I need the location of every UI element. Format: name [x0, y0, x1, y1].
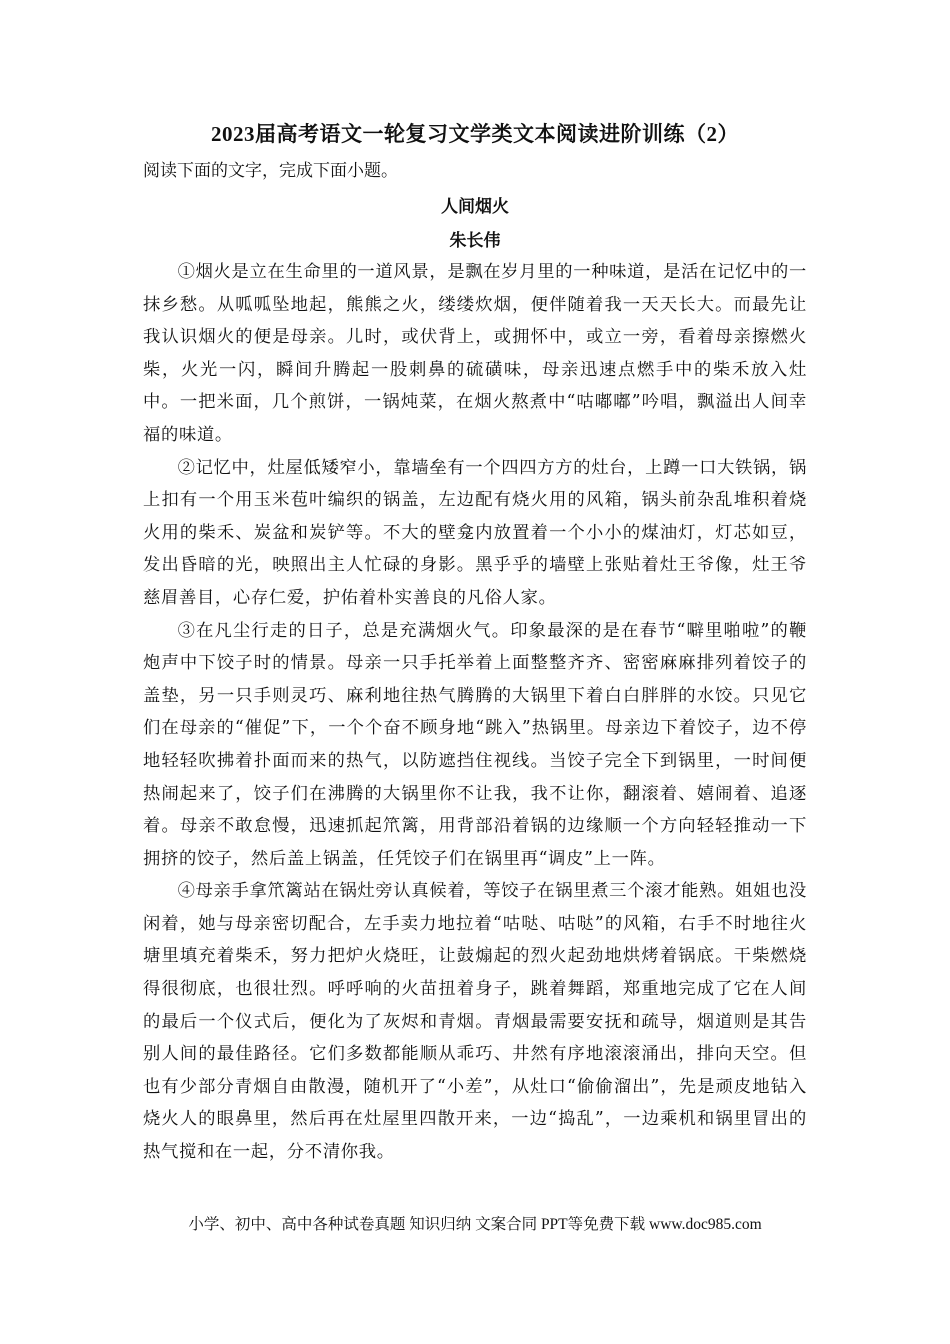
paragraph-3: ③在凡尘行走的日子，总是充满烟火气。印象最深的是在春节“噼里啪啦”的鞭炮声中下饺子时的情景。母亲一只手托举着上面整整齐齐、密密麻麻排列着饺子的盖垫，另一只手则灵巧、麻利地往热气腾腾的大锅里下着白白胖胖的水饺。只见它们在母亲的“催促”下，一个个奋不顾身地“跳入”热锅里。母亲边下着饺子，边不停地轻轻吹拂着扑面而来的热气，以防遮挡住视线。当饺子完全下到锅里，一时间便热闹起来了，饺子们在沸腾的大锅里你不让我，我不让你，翻滚着、嬉闹着、追逐着。母亲不敢怠慢，迅速抓起笊篱，用背部沿着锅的边缘顺一个方向轻轻推动一下拥挤的饺子，然后盖上锅盖，任凭饺子们在锅里再“调皮”上一阵。	[143, 620, 807, 869]
document-title: 2023届高考语文一轮复习文学类文本阅读进阶训练（2）	[211, 122, 739, 146]
page-footer: 小学、初中、高中各种试卷真题 知识归纳 文案合同 PPT等免费下载 www.doc985.com	[188, 1216, 762, 1233]
essay-author: 朱长伟	[449, 231, 501, 251]
essay-body	[143, 256, 807, 1169]
paragraph-2: ②记忆中，灶屋低矮窄小，靠墙垒有一个四四方方的灶台，上蹲一口大铁锅，锅上扣有一个用玉米苞叶编织的锅盖，左边配有烧火用的风箱，锅头前杂乱堆积着烧火用的柴禾、炭盆和炭铲等。不大的壁龛内放置着一个小小的煤油灯，灯芯如豆，发出昏暗的光，映照出主人忙碌的身影。黑乎乎的墙壁上张贴着灶王爷像，灶王爷慈眉善目，心存仁爱，护佑着朴实善良的凡俗人家。	[143, 457, 807, 608]
paragraph-1: ①烟火是立在生命里的一道风景，是飘在岁月里的一种味道，是活在记忆中的一抹乡愁。从呱呱坠地起，熊熊之火，缕缕炊烟，便伴随着我一天天长大。而最先让我认识烟火的便是母亲。儿时，或伏背上，或拥怀中，或立一旁，看着母亲擦燃火柴，火光一闪，瞬间升腾起一股刺鼻的硫磺味，母亲迅速点燃手中的柴禾放入灶中。一把米面，几个煎饼，一锅炖菜，在烟火熬煮中“咕嘟嘟”吟唱，飘溢出人间幸福的味道。	[143, 262, 807, 445]
essay-title: 人间烟火	[441, 197, 509, 217]
reading-instruction: 阅读下面的文字，完成下面小题。	[143, 161, 398, 181]
paragraph-4: ④母亲手拿笊篱站在锅灶旁认真候着，等饺子在锅里煮三个滚才能熟。姐姐也没闲着，她与母亲密切配合，左手卖力地拉着“咕哒、咕哒”的风箱，右手不时地往火塘里填充着柴禾，努力把炉火烧旺，让鼓煽起的烈火起劲地烘烤着锅底。干柴燃烧得很彻底，也很壮烈。呼呼响的火苗扭着身子，跳着舞蹈，郑重地完成了它在人间的最后一个仪式后，便化为了灰烬和青烟。青烟最需要安抚和疏导，烟道则是其告别人间的最佳路径。它们多数都能顺从乖巧、井然有序地滚滚涌出，排向天空。但也有少部分青烟自由散漫，随机开了“小差”，从灶口“偷偷溜出”，先是顽皮地钻入烧火人的眼鼻里，然后再在灶屋里四散开来，一边“捣乱”，一边乘机和锅里冒出的热气搅和在一起，分不清你我。	[143, 881, 807, 1163]
